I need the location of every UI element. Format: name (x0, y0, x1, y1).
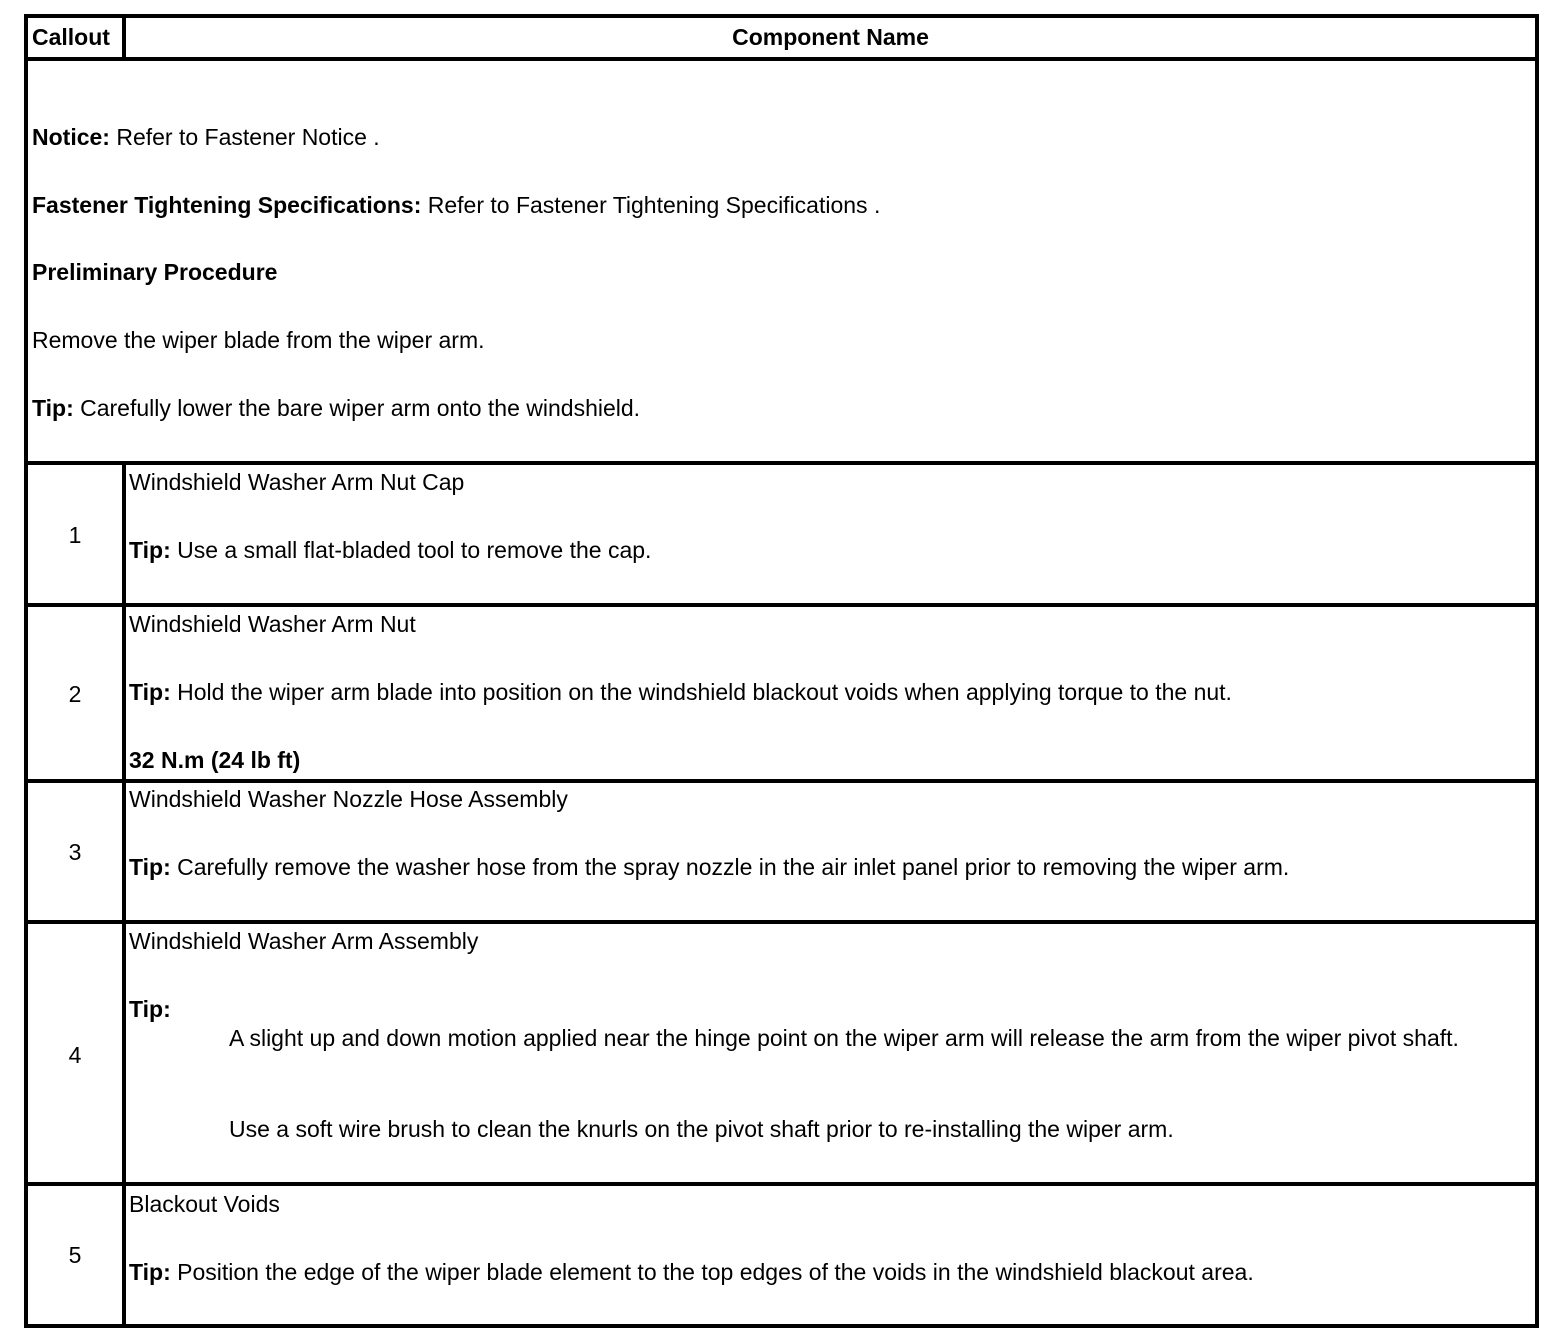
tip-label: Tip: (129, 537, 171, 563)
component-tip (129, 678, 1232, 708)
notice-text: Refer to Fastener Notice . (109, 124, 380, 150)
preliminary-step: Remove the wiper blade from the wiper arm. (32, 327, 485, 353)
component-name: Windshield Washer Arm Nut (129, 611, 416, 637)
header-row (28, 18, 1535, 60)
component-name: Blackout Voids (129, 1191, 280, 1217)
intro-section (28, 61, 1535, 461)
callout-number: 5 (68, 1242, 82, 1268)
tip-label: Tip: (129, 996, 171, 1022)
table-row (28, 924, 1535, 1183)
tip-text: Hold the wiper arm blade into position on the windshield blackout voids when applying torque to the nut. (170, 679, 1232, 705)
component-tip (129, 536, 651, 566)
callout-number: 4 (68, 1042, 82, 1068)
tip-text: Use a small flat-bladed tool to remove the cap. (170, 537, 652, 563)
table-row (28, 1186, 1535, 1324)
tip-item: A slight up and down motion applied near the hinge point on the wiper arm will release the arm from the wiper pivot shaft. (229, 1025, 1459, 1051)
tip-text: Carefully remove the washer hose from the spray nozzle in the air inlet panel prior to removing the wiper arm. (170, 854, 1290, 880)
notice-label: Notice: (32, 124, 110, 150)
torque-spec: 32 N.m (24 lb ft) (129, 747, 301, 773)
component-name: Windshield Washer Arm Nut Cap (129, 469, 465, 495)
spec-line (32, 191, 880, 221)
tip-label: Tip: (129, 854, 171, 880)
procedure-table (24, 14, 1539, 1328)
table-row (28, 465, 1535, 603)
component-tip (129, 1258, 1254, 1288)
tip-text: Carefully lower the bare wiper arm onto the windshield. (73, 395, 641, 421)
table-row (28, 783, 1535, 920)
component-name: Windshield Washer Arm Assembly (129, 928, 479, 954)
callout-number: 3 (68, 839, 82, 865)
callout-header: Callout (32, 24, 110, 50)
tip-item: Use a soft wire brush to clean the knurls on the pivot shaft prior to re-installing the wiper arm. (229, 1116, 1174, 1142)
spec-label: Fastener Tightening Specifications: (32, 192, 422, 218)
component-name: Windshield Washer Nozzle Hose Assembly (129, 786, 568, 812)
callout-number: 1 (68, 522, 82, 548)
preliminary-heading: Preliminary Procedure (32, 259, 278, 285)
component-tip (129, 853, 1289, 883)
tip-label: Tip: (32, 395, 74, 421)
component-name-header: Component Name (732, 24, 929, 50)
spec-text: Refer to Fastener Tightening Specifications . (421, 192, 881, 218)
table-row (28, 607, 1535, 779)
intro-tip (32, 394, 640, 424)
callout-number: 2 (68, 681, 82, 707)
notice-line (32, 123, 380, 153)
tip-label: Tip: (129, 1259, 171, 1285)
tip-label: Tip: (129, 679, 171, 705)
tip-text: Position the edge of the wiper blade element to the top edges of the voids in the windshield blackout area. (170, 1259, 1254, 1285)
